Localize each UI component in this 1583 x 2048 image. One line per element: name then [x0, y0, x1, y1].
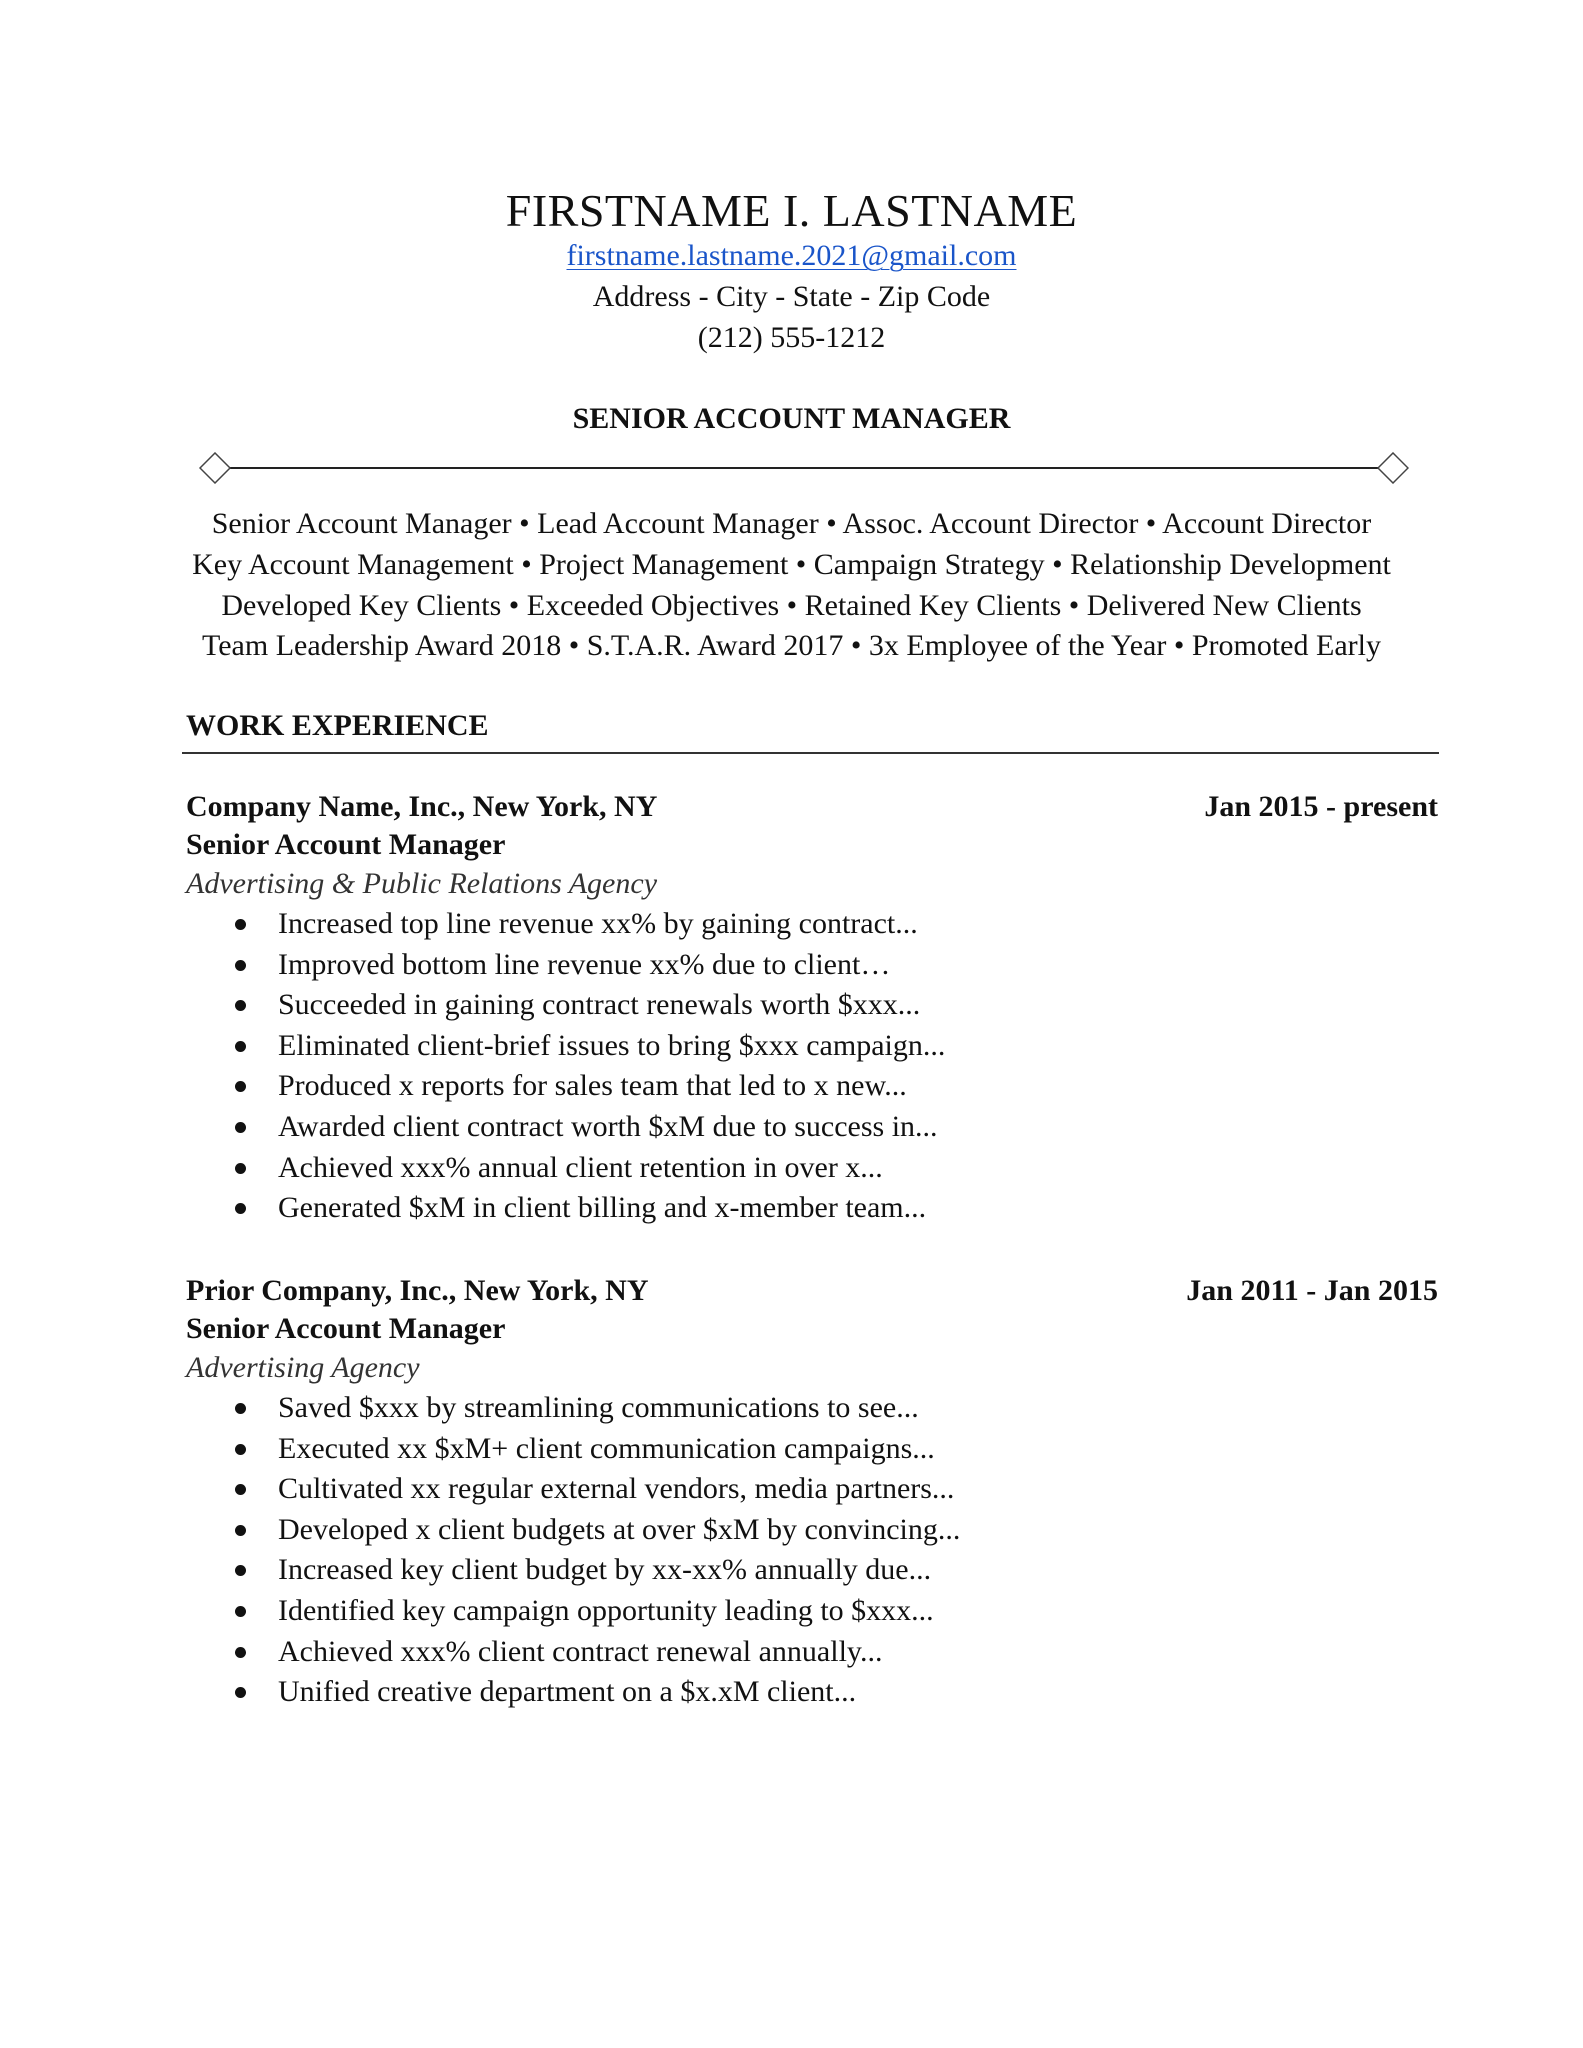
diamond-right-icon [1378, 453, 1408, 483]
job-entry [186, 1272, 1438, 1713]
achievement-text: Developed x client budgets at over $xM by convincing... [278, 1512, 961, 1546]
job-dates: Jan 2015 - present [1204, 790, 1438, 823]
achievement-text: Awarded client contract worth $xM due to success in... [278, 1109, 938, 1143]
achievement-text: Executed xx $xM+ client communication campaigns... [278, 1431, 935, 1465]
bullet-icon [235, 1647, 246, 1658]
achievement-text: Unified creative department on a $x.xM client... [278, 1675, 857, 1709]
bullet-icon [235, 1081, 246, 1092]
achievement-item [186, 1388, 1438, 1429]
bullet-icon [235, 919, 246, 930]
resume-headline: SENIOR ACCOUNT MANAGER [572, 402, 1011, 435]
job-title: Senior Account Manager [186, 828, 506, 861]
achievement-item [186, 1469, 1438, 1510]
bullet-icon [235, 1203, 246, 1214]
achievement-text: Achieved xxx% annual client retention in over x... [278, 1150, 883, 1184]
keywords-line-results: Developed Key Clients • Exceeded Objectives • Retained Key Clients • Delivered New Clients [221, 589, 1362, 622]
job-dates: Jan 2011 - Jan 2015 [1186, 1274, 1438, 1307]
email-link[interactable]: firstname.lastname.2021@gmail.com [566, 239, 1017, 272]
achievement-text: Generated $xM in client billing and x-member team... [278, 1191, 927, 1225]
diamond-left-icon [200, 453, 230, 483]
achievement-item [186, 1148, 1438, 1189]
company-name: Company Name, Inc., New York, NY [186, 790, 658, 823]
bullet-icon [235, 1403, 246, 1414]
company-name: Prior Company, Inc., New York, NY [186, 1274, 649, 1307]
job-header [186, 1272, 1438, 1310]
achievement-item [186, 985, 1438, 1026]
achievement-list [186, 1388, 1438, 1713]
achievement-item [186, 1672, 1438, 1713]
keywords-line-titles: Senior Account Manager • Lead Account Manager • Assoc. Account Director • Account Director [211, 507, 1372, 540]
bullet-icon [235, 1000, 246, 1011]
bullet-icon [235, 960, 246, 971]
achievement-item [186, 1591, 1438, 1632]
achievement-text: Saved $xxx by streamlining communications to see... [278, 1391, 919, 1424]
achievement-item [186, 1066, 1438, 1107]
job-entry [186, 788, 1438, 1229]
bullet-icon [235, 1041, 246, 1052]
bullet-icon [235, 1606, 246, 1617]
achievement-item [186, 1550, 1438, 1591]
candidate-name: FIRSTNAME I. LASTNAME [505, 185, 1078, 236]
achievement-item [186, 1188, 1438, 1229]
bullet-icon [235, 1687, 246, 1698]
bullet-icon [235, 1163, 246, 1174]
keywords-line-awards: Team Leadership Award 2018 • S.T.A.R. Award 2017 • 3x Employee of the Year • Promoted Early [202, 629, 1381, 662]
bullet-icon [235, 1525, 246, 1536]
achievement-text: Increased top line revenue xx% by gaining contract... [278, 907, 918, 940]
achievement-item [186, 1510, 1438, 1551]
achievement-text: Identified key campaign opportunity leading to $xxx... [278, 1593, 934, 1627]
bullet-icon [235, 1565, 246, 1576]
achievement-text: Cultivated xx regular external vendors, media partners... [278, 1472, 955, 1506]
company-industry: Advertising Agency [186, 1351, 420, 1384]
achievement-text: Improved bottom line revenue xx% due to client… [278, 947, 891, 981]
section-divider [182, 752, 1439, 754]
achievement-item [186, 1107, 1438, 1148]
achievement-list [186, 904, 1438, 1229]
achievement-item [186, 904, 1438, 945]
achievement-text: Eliminated client-brief issues to bring $xxx campaign... [278, 1028, 946, 1062]
phone-number: (212) 555-1212 [697, 321, 886, 354]
keywords-line-skills: Key Account Management • Project Management • Campaign Strategy • Relationship Development [192, 548, 1391, 581]
achievement-item [186, 1429, 1438, 1470]
work-experience-heading: WORK EXPERIENCE [186, 709, 489, 742]
achievement-text: Achieved xxx% client contract renewal annually... [278, 1634, 883, 1668]
job-header [186, 788, 1438, 826]
achievement-text: Produced x reports for sales team that led to x new... [278, 1069, 907, 1103]
address-line: Address - City - State - Zip Code [592, 280, 991, 313]
achievement-item [186, 945, 1438, 986]
company-industry: Advertising & Public Relations Agency [186, 867, 658, 900]
bullet-icon [235, 1484, 246, 1495]
achievement-text: Increased key client budget by xx-xx% annually due... [278, 1553, 932, 1587]
achievement-item [186, 1026, 1438, 1067]
bullet-icon [235, 1122, 246, 1133]
diamond-divider [199, 452, 1409, 484]
achievement-text: Succeeded in gaining contract renewals worth $xxx... [278, 988, 921, 1022]
job-title: Senior Account Manager [186, 1312, 506, 1345]
bullet-icon [235, 1444, 246, 1455]
achievement-item [186, 1632, 1438, 1673]
